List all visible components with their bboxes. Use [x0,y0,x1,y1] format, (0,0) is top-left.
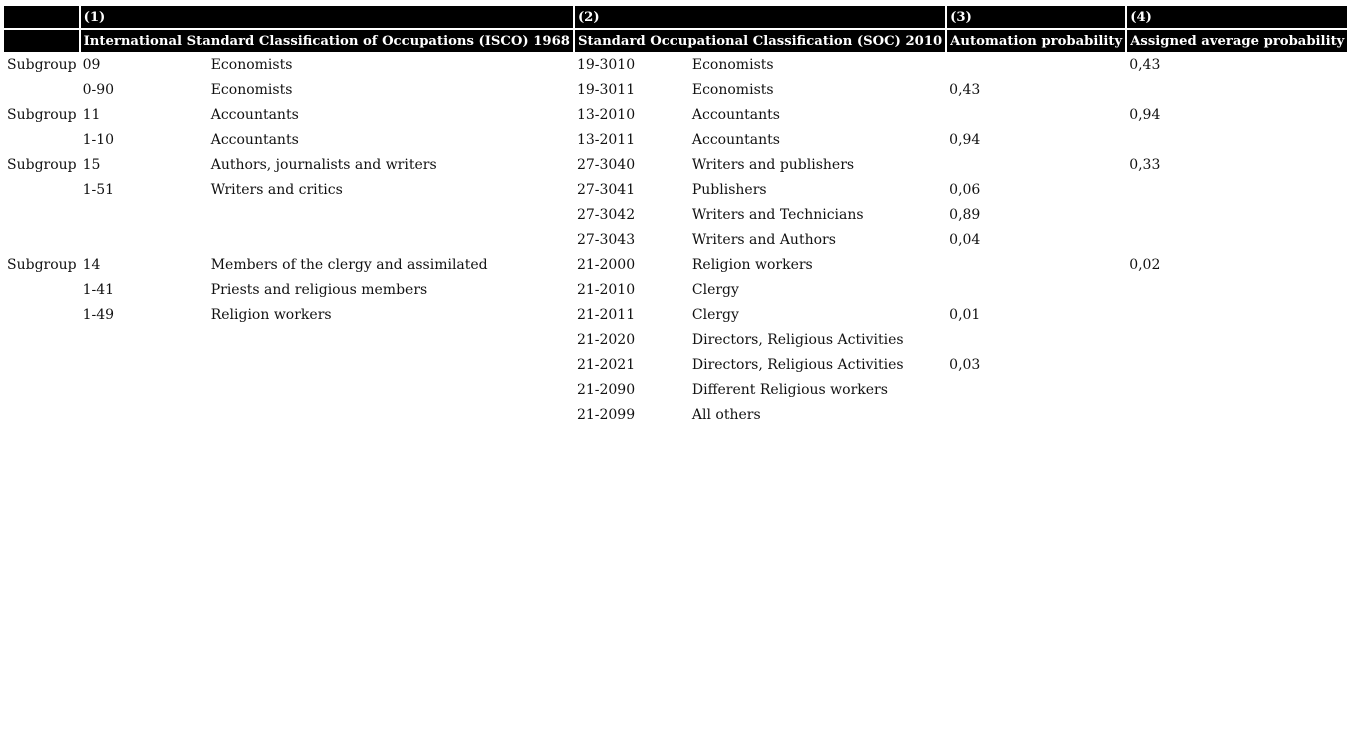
isco-occupation-cell: Authors, journalists and writers [210,156,437,173]
row-label-cell [4,127,80,152]
isco-code-cell: 11 [82,106,101,123]
occupation-classification-table [4,4,1347,427]
isco-occupation-cell: Accountants [210,131,299,148]
isco-code-cell [80,402,208,427]
soc-code-cell: 27-3041 [576,181,636,198]
automation-probability-cell: 0,03 [949,356,981,373]
soc-code-cell: 21-2090 [576,381,636,398]
automation-probability-cell: 0,94 [949,131,981,148]
table-row [4,352,1347,377]
assigned-average-probability-cell [1126,352,1347,377]
assigned-average-probability-cell: 0,02 [1129,256,1161,273]
isco-occupation-cell: Economists [210,56,293,73]
soc-occupation-cell: Accountants [691,131,780,148]
isco-code-cell [80,327,208,352]
header-number-average: (4) [1126,5,1347,29]
assigned-average-probability-cell [1126,227,1347,252]
header-title-label [4,29,80,52]
row-label-cell [4,377,80,402]
assigned-average-probability-cell [1126,77,1347,102]
assigned-average-probability-cell: 0,33 [1129,156,1161,173]
row-label-cell [4,177,80,202]
assigned-average-probability-cell: 0,94 [1129,106,1161,123]
row-label-cell [4,227,80,252]
table-row [4,252,1347,277]
soc-occupation-cell: Accountants [691,106,780,123]
isco-code-cell: 14 [82,256,101,273]
isco-code-cell [80,352,208,377]
isco-code-cell [80,202,208,227]
header-title-average: Assigned average probability [1126,29,1347,52]
row-label-cell: Subgroup [7,106,77,123]
soc-occupation-cell: Writers and publishers [691,156,855,173]
soc-occupation-cell: Economists [691,81,774,98]
header-number-row [4,5,1347,29]
soc-occupation-cell: Writers and Technicians [691,206,864,223]
header-number-isco: (1) [80,5,574,29]
soc-code-cell: 21-2021 [576,356,636,373]
table-row [4,127,1347,152]
soc-occupation-cell: Clergy [691,306,739,323]
soc-code-cell: 13-2011 [576,131,636,148]
isco-code-cell: 09 [82,56,101,73]
isco-occupation-cell [208,327,574,352]
isco-occupation-cell [208,227,574,252]
isco-occupation-cell: Accountants [210,106,299,123]
isco-code-cell [80,377,208,402]
isco-occupation-cell: Writers and critics [210,181,343,198]
table-row [4,177,1347,202]
assigned-average-probability-cell [1126,402,1347,427]
automation-probability-cell [946,252,1126,277]
table-row [4,377,1347,402]
automation-probability-cell [946,152,1126,177]
soc-code-cell: 21-2011 [576,306,636,323]
soc-code-cell: 21-2010 [576,281,636,298]
row-label-cell [4,352,80,377]
soc-occupation-cell: Publishers [691,181,767,198]
isco-occupation-cell [208,202,574,227]
isco-occupation-cell: Priests and religious members [210,281,428,298]
assigned-average-probability-cell [1126,302,1347,327]
header-title-row [4,29,1347,52]
soc-occupation-cell: Clergy [691,281,739,298]
isco-code-cell: 1-49 [82,306,115,323]
soc-occupation-cell: Economists [691,56,774,73]
row-label-cell: Subgroup [7,156,77,173]
automation-probability-cell: 0,04 [949,231,981,248]
isco-code-cell [80,227,208,252]
assigned-average-probability-cell [1126,327,1347,352]
soc-code-cell: 27-3042 [576,206,636,223]
isco-code-cell: 0-90 [82,81,115,98]
table-row [4,402,1347,427]
isco-occupation-cell [208,377,574,402]
automation-probability-cell: 0,43 [949,81,981,98]
isco-occupation-cell: Religion workers [210,306,332,323]
row-label-cell: Subgroup [7,56,77,73]
header-number-automation: (3) [946,5,1126,29]
assigned-average-probability-cell [1126,177,1347,202]
table-row [4,77,1347,102]
soc-code-cell: 13-2010 [576,106,636,123]
automation-probability-cell [946,277,1126,302]
assigned-average-probability-cell: 0,43 [1129,56,1161,73]
row-label-cell: Subgroup [7,256,77,273]
table-row [4,152,1347,177]
isco-occupation-cell: Members of the clergy and assimilated [210,256,488,273]
soc-code-cell: 27-3043 [576,231,636,248]
table-row [4,52,1347,77]
header-title-isco: International Standard Classification of Occupations (ISCO) 1968 [80,29,574,52]
automation-probability-cell: 0,89 [949,206,981,223]
automation-probability-cell [946,327,1126,352]
automation-probability-cell [946,377,1126,402]
soc-occupation-cell: Directors, Religious Activities [691,356,904,373]
row-label-cell [4,402,80,427]
assigned-average-probability-cell [1126,202,1347,227]
isco-occupation-cell: Economists [210,81,293,98]
soc-code-cell: 21-2020 [576,331,636,348]
row-label-cell [4,77,80,102]
row-label-cell [4,327,80,352]
table-row [4,277,1347,302]
soc-code-cell: 21-2000 [576,256,636,273]
soc-code-cell: 19-3010 [576,56,636,73]
row-label-cell [4,302,80,327]
soc-code-cell: 27-3040 [576,156,636,173]
table-row [4,102,1347,127]
soc-occupation-cell: Directors, Religious Activities [691,331,904,348]
assigned-average-probability-cell [1126,277,1347,302]
automation-probability-cell: 0,06 [949,181,981,198]
isco-code-cell: 1-10 [82,131,115,148]
row-label-cell [4,202,80,227]
header-number-soc: (2) [574,5,946,29]
table-row [4,327,1347,352]
assigned-average-probability-cell [1126,127,1347,152]
table-row [4,202,1347,227]
isco-code-cell: 1-41 [82,281,115,298]
soc-occupation-cell: Writers and Authors [691,231,836,248]
automation-probability-cell [946,402,1126,427]
isco-code-cell: 1-51 [82,181,115,198]
table-row [4,302,1347,327]
automation-probability-cell [946,52,1126,77]
assigned-average-probability-cell [1126,377,1347,402]
header-number-label [4,5,80,29]
soc-occupation-cell: Religion workers [691,256,813,273]
header-title-soc: Standard Occupational Classification (SOC) 2010 [574,29,946,52]
isco-occupation-cell [208,402,574,427]
automation-probability-cell [946,102,1126,127]
table-row [4,227,1347,252]
isco-occupation-cell [208,352,574,377]
header-title-automation: Automation probability [946,29,1126,52]
soc-code-cell: 21-2099 [576,406,636,423]
row-label-cell [4,277,80,302]
soc-occupation-cell: Different Religious workers [691,381,888,398]
isco-code-cell: 15 [82,156,101,173]
soc-occupation-cell: All others [691,406,761,423]
automation-probability-cell: 0,01 [949,306,981,323]
soc-code-cell: 19-3011 [576,81,636,98]
